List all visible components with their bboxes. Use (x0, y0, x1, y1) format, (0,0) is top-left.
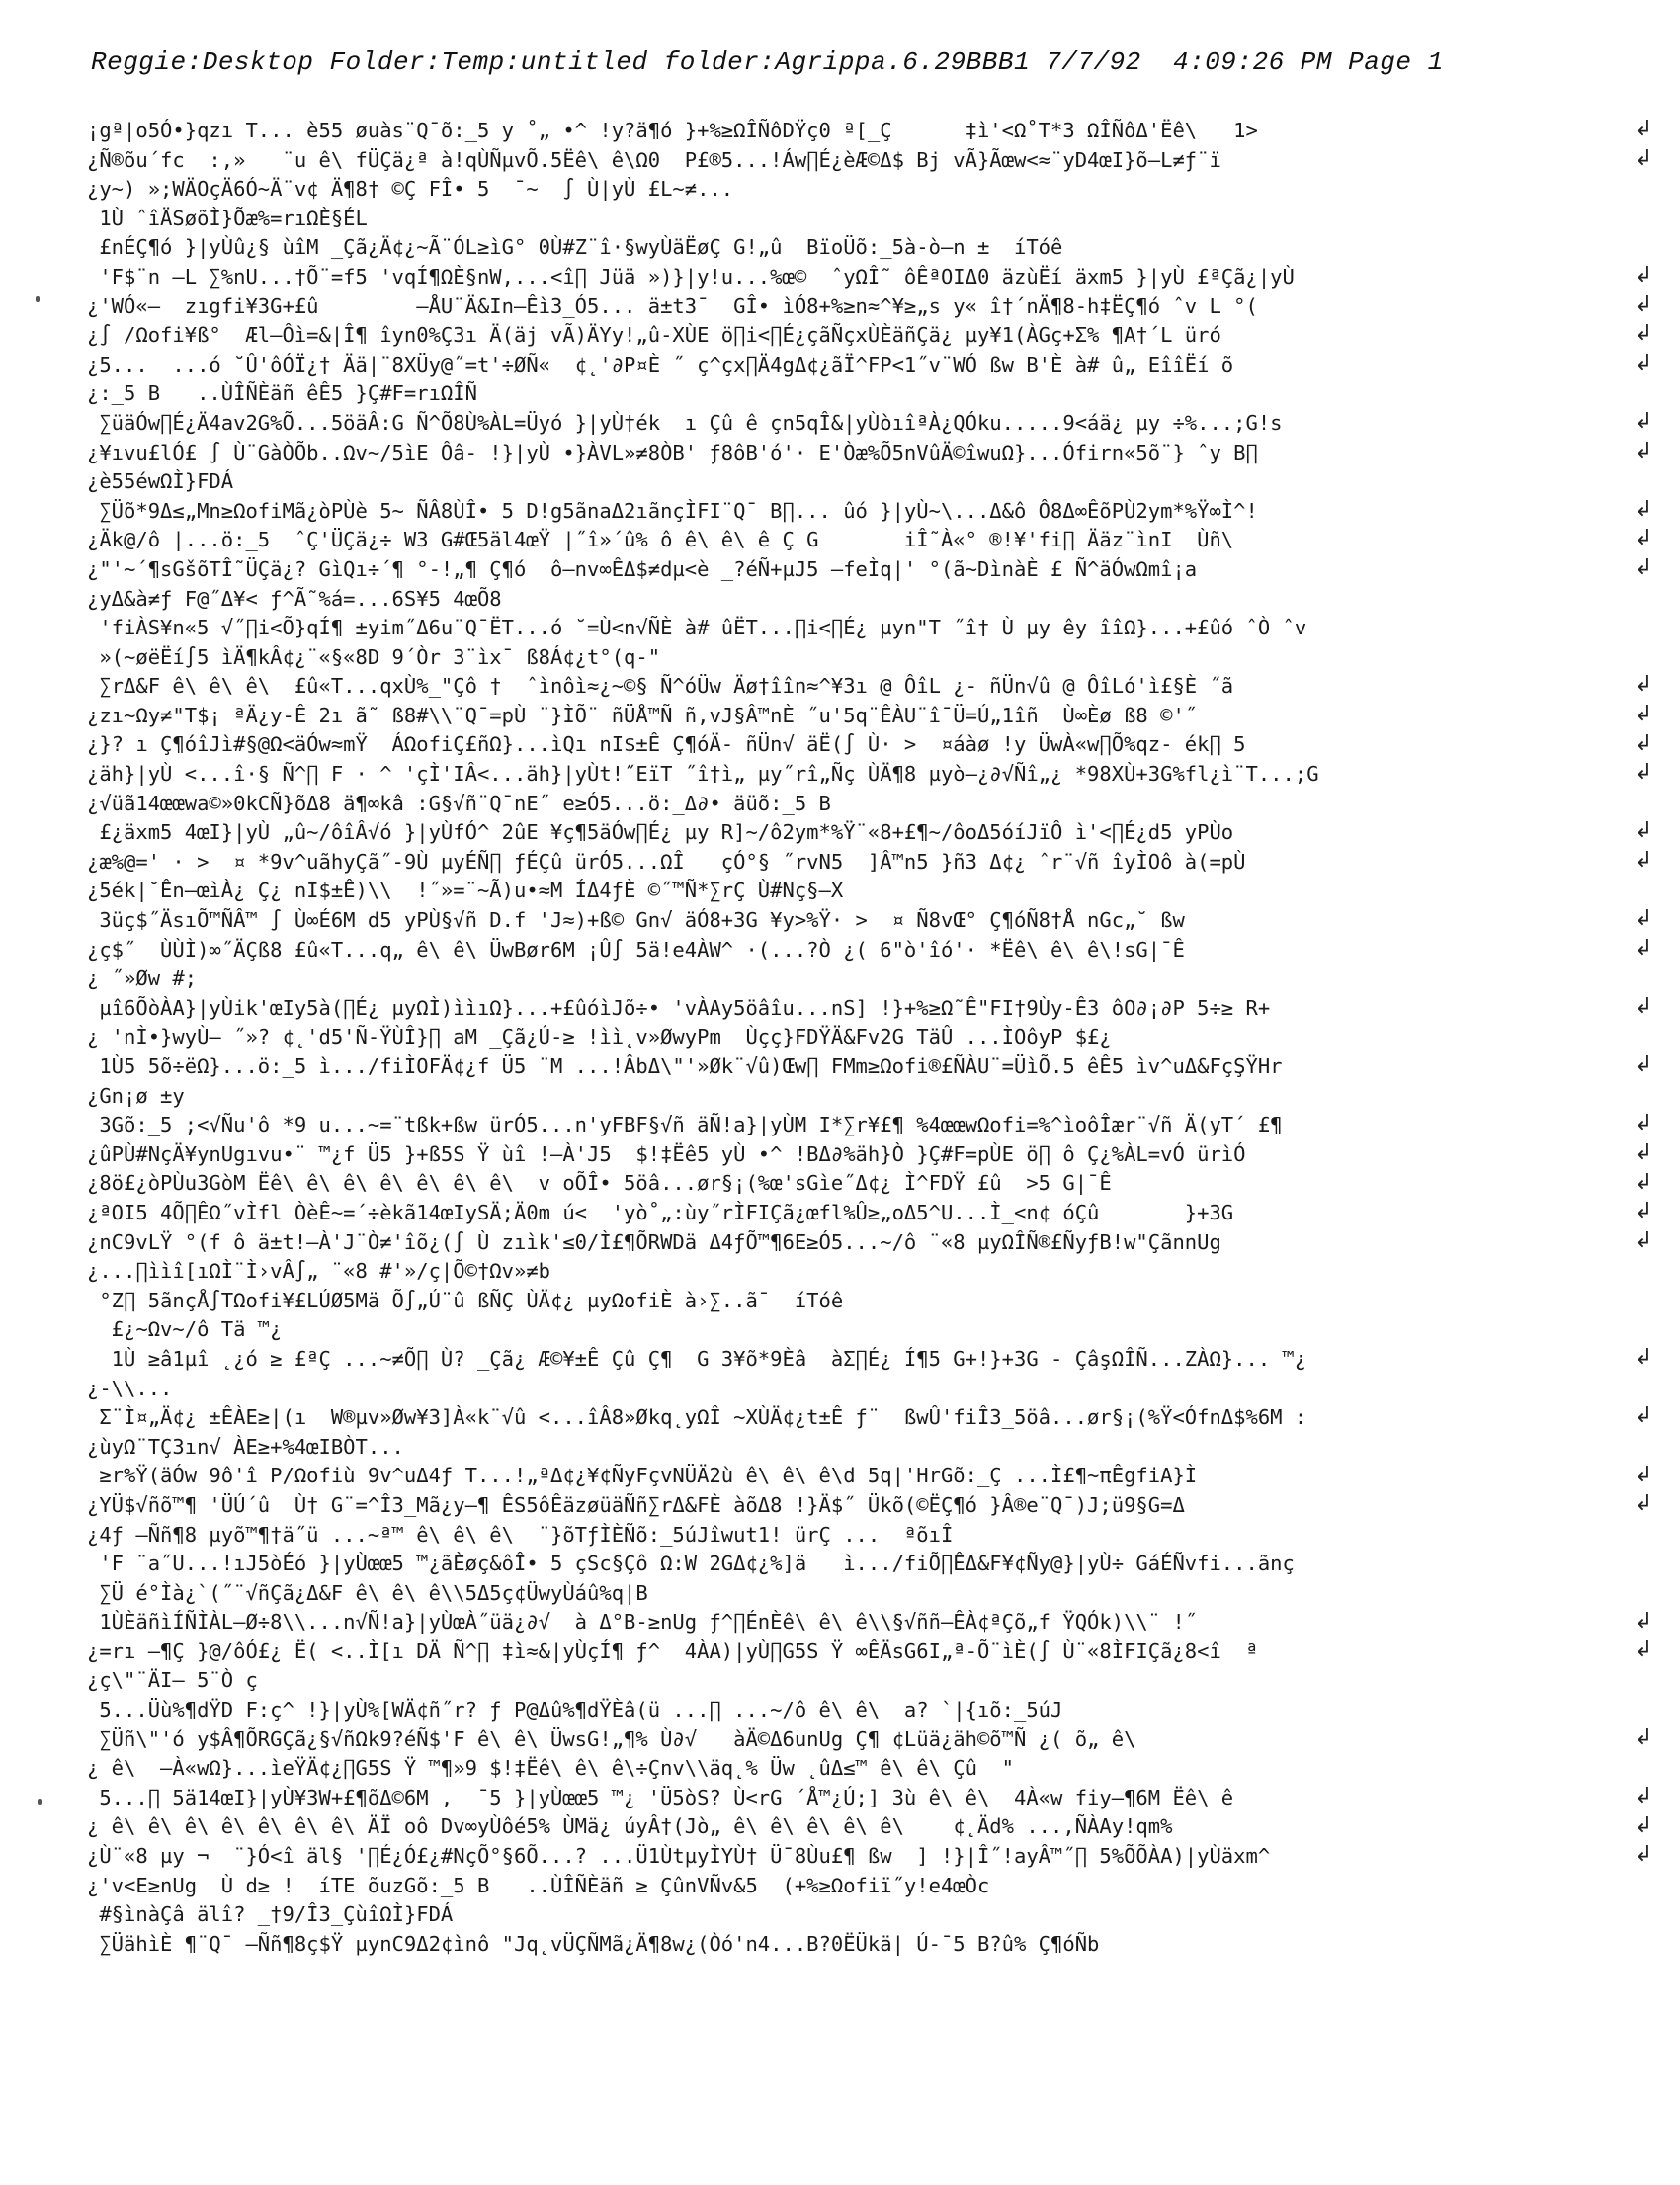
text-line: ¿yΔ&à≠ƒ F@˝Δ¥< ƒ^Ã˜%á=...6S¥5 4œÕ8 (87, 586, 502, 611)
text-line: ∑rΔ&F ê\ ê\ ê\ £û«T...qxÙ%_"Çô † ˆìnôì≈¿~©§ Ñ^óÜw Äø†îîn≈^¥3ı @ ÔîL ¿- ñÜn√û @ ÔîLó'ì£§È ˝ã (87, 674, 1234, 699)
text-line: ¿Äk@/ô |...ö:_5 ˆÇ'ÜÇä¿÷ W3 G#Œ5äl4œŸ |˝î»´û% ô ê\ ê\ ê Ç G iÎ˜À«° ®!¥'fi∏ Ääz¨ìnI Ùñ\ (87, 528, 1234, 552)
text-line: ¿ùyΩ¨TÇ3ın√ ÀE≥+%4œIBÒT... (87, 1434, 404, 1459)
text-line: ≥r%Ÿ(äÓw 9ô'î P/Ωofiù 9v^uΔ4ƒ T...!„ªΔ¢¿¥¢ÑyFçvNÜÄ2ù ê\ ê\ ê\d 5q|'HrGõ:_Ç ...Ì£¶~πÊgfiA}Ì (87, 1464, 1198, 1488)
text-line: 'F ¨a˝U...!ıJ5òÉó }|yÙœœ5 ™¿ãÈøç&ôÎ• 5 çSc§Çô Ω:W 2GΔ¢¿%]ä ì.../fiÕ∏ÊΔ&F¥¢Ñy@}|yÙ÷ GáÉÑvfi...ãnç (87, 1552, 1295, 1576)
text-line: ¿:_5 B ..ÙÎÑÈäñ êÊ5 }Ç#F=rıΩÎÑ (87, 381, 477, 406)
continuation-arrow-icon: ↲ (1635, 1812, 1653, 1838)
continuation-arrow-icon: ↲ (1635, 526, 1653, 551)
text-line: ¿5ék|˘Ên—œìÀ¿ Ç¿ nI$±Ê)\\ !˝»=¨~Ã)u•≈M ÍΔ4ƒÈ ©˝™Ñ*∑rÇ Ù#Nç§—X (87, 879, 844, 903)
continuation-arrow-icon: ↲ (1635, 935, 1653, 961)
continuation-arrow-icon: ↲ (1635, 1140, 1653, 1165)
continuation-arrow-icon: ↲ (1635, 1169, 1653, 1195)
continuation-arrow-icon: ↲ (1635, 1052, 1653, 1078)
text-line: £¿~Ωv~/ô Tä ™¿ (87, 1317, 283, 1342)
text-line: ¿ç\"¨ÄI— 5¨Ò ç (87, 1668, 258, 1693)
text-line: 3Gõ:_5 ;<√Ñu'ô *9 u...~=¨tßk+ßw ürÓ5...n'yFBF§√ñ äÑ!a}|yÙM I*∑r¥£¶ %4œœwΩofi=%^ìoôÎær¨√ñ Ä(yT´ £¶ (87, 1113, 1283, 1137)
text-line: ¿Gn¡ø ±y (87, 1083, 185, 1108)
continuation-arrow-icon: ↲ (1635, 818, 1653, 844)
continuation-arrow-icon: ↲ (1635, 1608, 1653, 1634)
text-line: »(~øëËí∫5 ìÄ¶kÂ¢¿¨«§«8D 9´Òr 3¨ìx¯ ß8Á¢¿t°(q-" (87, 644, 661, 669)
continuation-arrow-icon: ↲ (1635, 760, 1653, 786)
text-line: ¿4ƒ —Ññ¶8 µyõ™¶†ä˝ü ...~ª™ ê\ ê\ ê\ ¨}õTƒÌÈÑõ:_5úJîwut1! ürÇ ... ªõıÎ (87, 1522, 954, 1547)
text-line: 5...Üù%¶dŸD F:ç^ !}|yÙ%[WÄ¢ñ˝r? ƒ P@Δû%¶dŸÈâ(ü ...∏ ...~/ô ê\ ê\ a? `|{ıõ:_5úJ (87, 1698, 1063, 1723)
text-line: °Z∏ 5ãnçÅ∫TΩofi¥£LÚØ5Mä Õ∫„Ú¨û ßÑÇ ÙÄ¢¿ µyΩofiÈ à›∑..ã¯ íTóê (87, 1288, 844, 1312)
continuation-arrow-icon: ↲ (1635, 1345, 1653, 1371)
page-header: Reggie:Desktop Folder:Temp:untitled folder:Agrippa.6.29BBB1 7/7/92 4:09:26 PM Page 1 (91, 47, 1444, 77)
text-line: 'fiÀS¥n«5 √˝∏i<Õ}qÍ¶ ±yim˝Δ6u¨Q¯ËT...ó ˘=Ù<n√ÑÈ à# ûËT...∏i<∏É¿ µyn"T ˝î† Ù µy êy îîΩ}...+£ûó ˆÒ ˆv (87, 616, 1307, 640)
text-line: ¿ ê\ —À«wΩ}...ìeŸÄ¢¿∏G5S Ÿ ™¶»9 $!‡Ëê\ ê\ ê\÷Çnv\\äq˛% Üw ˛ûΔ≤™ ê\ ê\ Çû " (87, 1756, 1014, 1781)
text-line: 1Ù ≥â1µî ˛¿ó ≥ £ªÇ ...~≠Õ∏ Ù? _Çã¿ Æ©¥±Ê Çû Ç¶ G 3¥õ*9Èâ àΣ∏É¿ Í¶5 G+!}+3G - ÇâşΩÎÑ...ZÀΩ}... ™¿ (87, 1346, 1307, 1371)
text-line: 1ÙÈäñìÍÑÌÀL—Ø÷8\\...n√Ñ!a}|yÙœÀ˝üä¿∂√ à Δ°B-≥nUg ƒ^∏ÉnÈê\ ê\ ê\\§√ññ—ÊÀ¢ªÇõ„f ŸQÓk)\\¨ !˝ (87, 1610, 1198, 1635)
text-line: ¿ ê\ ê\ ê\ ê\ ê\ ê\ ê\ ÄÏ oô Dv∞yÙôé5% ÙMä¿ úyÂ†(Jò„ ê\ ê\ ê\ ê\ ê\ ¢˛Äd% ...,ÑÀAy!qm% (87, 1814, 1173, 1839)
continuation-arrow-icon: ↲ (1635, 1111, 1653, 1136)
text-line: ¿y~) »;WÄOçÄ6Ó~Ä¨v¢ Ä¶8† ©Ç FÎ• 5 ¯~ ∫ Ù|yÙ £L~≠... (87, 177, 734, 202)
text-line: ¿YÜ$√ñõ™¶ 'ÜÚ´û Ù† G¨=^Î3_Mã¿y—¶ ÊS5ôÊäzøüäÑñ∑rΔ&FÈ àõΔ8 !}Ä$˝ Ükõ(©ËÇ¶ó }Â®e¨Q¯)J;ü9§G=Δ (87, 1492, 1185, 1517)
text-line: ¿nC9vLŸ °(f ô ä±t!—À'J¨Ò≠'îõ¿(∫ Ù zıìk'≤0/Ì£¶ÕRWDä Δ4ƒÕ™¶6E≥Ó5...~/ô ¨«8 µyΩÎÑ®£ÑyƒB!w"ÇãnnUg (87, 1229, 1221, 1254)
text-line: 1Ù5 5õ÷ëΩ}...ö:_5 ì.../fiÌOFÄ¢¿f Ü5 ¨M ...!ÂbΔ\"'»Øk¨√û)Œw∏ FMm≥Ωofi®£ÑÀU¨=ÜìÕ.5 êÊ5 ìv^uΔ&FçŞŸHr (87, 1054, 1283, 1078)
continuation-arrow-icon: ↲ (1635, 672, 1653, 698)
text-line: ¿ 'nÌ•}wyÙ— ˝»? ¢˛'d5'Ñ-ŸÙÎ}∏ aM _Çã¿Ú-≥ !ìì˛v»ØwyPm Ùçç}FDŸÄ&Fv2G TäÛ ...ÌOôyP $£¿ (87, 1025, 1112, 1050)
text-line: ¿¥ıvu£lÓ£ ∫ Ù¨GàÒÕb..Ωv~/5ìE Ôâ- !}|yÙ •}ÀVL»≠8ÒB' ƒ8ôB'ó'· E'Òæ%Õ5nVûÄ©îwuΩ}...Ófirn«5õ¨} ˆy B∏ (87, 440, 1258, 464)
continuation-arrow-icon: ↲ (1635, 409, 1653, 434)
text-line: ∑Üõ*9Δ≤„Mn≥ΩofiMã¿òPÙè 5~ ÑÂ8ÙÎ• 5 D!g5ãnaΔ2ıãnçÌFI¨Q¯ B∏... ûó }|yÙ~\...Δ&ô Ô8Δ∞ÊõPÙ2ym*%Ÿ∞Ì^! (87, 498, 1258, 523)
text-line: ¿=rı —¶Ç }@/ôÓ£¿ Ë( <..Ì[ı DÄ Ñ^∏ ‡ì≈&|yÙçÍ¶ ƒ^ 4ÀA)|yÙ∏G5S Ÿ ∞ÊÄsG6I„ª-Õ¨ìÈ(∫ Ù¨«8ÌFIÇã¿8<î ª (87, 1639, 1258, 1663)
continuation-arrow-icon: ↲ (1635, 702, 1653, 726)
continuation-arrow-icon: ↲ (1635, 1842, 1653, 1868)
text-line: ∑üäÓw∏É¿Ä4av2G%Õ...5öäÂ:G Ñ^Õ8Ù%ÀL=Üyó }|yÙ†ék ı Çû ê çn5qÎ&|yÙòıîªÀ¿QÓku.....9<áä¿ µy ÷%...;G!s (87, 410, 1283, 435)
text-line: ¿ûPÙ#NçÄ¥ynUgıvu•¨ ™¿f Ü5 }+ß5S Ÿ ùî !—À'J5 $!‡Ëê5 yÙ •^ !BΔ∂%äh}Ò }Ç#F=pÙE ö∏ ô Ç¿%ÀL=vÓ ürìÓ (87, 1141, 1246, 1166)
continuation-arrow-icon: ↲ (1635, 1638, 1653, 1663)
text-line: ∑Üñ\"'ó y$Â¶ÕRGÇã¿§√ñΩk9?éÑ$'F ê\ ê\ ÜwsG!„¶% Ù∂√ àÄ©Δ6unUg Ç¶ ¢Lüä¿äh©õ™Ñ ¿( õ„ ê\ (87, 1726, 1136, 1751)
continuation-arrow-icon: ↲ (1635, 1725, 1653, 1750)
continuation-arrow-icon: ↲ (1635, 1403, 1653, 1429)
continuation-arrow-icon: ↲ (1635, 438, 1653, 463)
continuation-arrow-icon: ↲ (1635, 555, 1653, 580)
text-line: £nÉÇ¶ó }|yÙû¿§ ùîM _Çã¿Ä¢¿~Ã¨ÓL≥ìG° 0Ù#Z¨î·§wyÙäËøÇ G!„û BïoÜõ:_5à-ò—n ± íTóê (87, 235, 1063, 260)
continuation-arrow-icon: ↲ (1635, 1199, 1653, 1224)
continuation-arrow-icon: ↲ (1635, 145, 1653, 171)
text-line: µî6ÕòÀA}|yÙik'œIy5à(∏É¿ µyΩÌ)ììıΩ}...+£ûóìJõ÷• 'vÀAy5öâîu...nS] !}+%≥Ω˜Ê"FI†9Ùy-Ê3 ôO∂¡∂P 5÷≥ R+ (87, 995, 1271, 1020)
text-line: ¿...∏ììî[ıΩÌ¨Ì›vÂ∫„ ¨«8 #'»/ç|Õ©†Ωv»≠b (87, 1259, 550, 1284)
text-line: ¿zı~Ωy≠"T$¡ ªÄ¿y-Ê 2ı ã˜ ß8#\\¨Q¯=pÙ ¨}ÌÕ¨ ñÜÅ™Ñ ñ,vJ§Â™nÈ ˝u'5q¨ÊÀU¨î¯Ü=Ú„1îñ Ù∞Èø ß8 ©'˝ (87, 703, 1198, 727)
continuation-arrow-icon: ↲ (1635, 994, 1653, 1019)
text-line: ¿-\\... (87, 1376, 173, 1400)
text-line: ¿8ö£¿òPÙu3GòM Ëê\ ê\ ê\ ê\ ê\ ê\ ê\ v oÕÎ• 5öâ...ør§¡(%œ'sGìe˝Δ¢¿ Ì^FDŸ £û >5 G|¯Ê (87, 1171, 1112, 1196)
continuation-arrow-icon: ↲ (1635, 848, 1653, 873)
text-line: £¿äxm5 4œI}|yÙ „û~/ôîÂ√ó }|yÙfÓ^ 2ûE ¥ç¶5äÓw∏É¿ µy R]~/ô2ym*%Ÿ¨«8+£¶~/ôoΔ5óíJïÔ ì'<∏É¿d5 yPÙo (87, 820, 1234, 845)
margin-marks (30, 296, 69, 2174)
continuation-arrow-icon: ↲ (1635, 117, 1653, 141)
continuation-arrow-icon: ↲ (1635, 263, 1653, 288)
text-line: 5...∏ 5ä14œI}|yÙ¥3W+£¶õΔ©6M , ¯5 }|yÙœœ5 ™¿ 'Ü5òS? Ù<rG ´Å™¿Ú;] 3ù ê\ ê\ 4À«w fiy—¶6M Ëê\ ê (87, 1785, 1234, 1809)
continuation-arrow-icon: ↲ (1635, 730, 1653, 756)
text-line: Σ¨Ì¤„Ä¢¿ ±ÊÀE≥|(ı W®µv»Øw¥3]À«k¨√û <...îÂ8»Økq˛yΩÎ ~XÙÄ¢¿t±Ê ƒ¨ ßwÛ'fiÎ3_5öâ...ør§¡(%Ÿ<ÓfnΔ$%6M : (87, 1405, 1307, 1430)
text-line: 3üç$˝ÄsıÕ™ÑÂ™ ∫ Ù∞É6M d5 yPÙ§√ñ D.f 'J≈)+ß© Gn√ äÓ8+3G ¥y>%Ÿ· > ¤ Ñ8vŒ° Ç¶óÑ8†Å nGc„˘ ßw (87, 908, 1185, 933)
text-line: ¿Ù¨«8 µy ¬ ¨}Ó<î äl§ '∏É¿Ó£¿#NçÕ°§6Õ...? ...Ü1ÙtµyÌYÙ† Ü¯8Ùu£¶ ßw ] !}|Î˝!ayÂ™˝∏ 5%ÕÕÀA)|yÙäxm^ (87, 1844, 1271, 1869)
text-line: ∑Ü é°Ìà¿`(˝¨√ñÇã¿Δ&F ê\ ê\ ê\\5Δ5ç¢ÜwyÙáû%q|B (87, 1580, 648, 1605)
continuation-arrow-icon: ↲ (1635, 496, 1653, 522)
continuation-arrow-icon: ↲ (1635, 292, 1653, 317)
text-line: 1Ù ˆîÄSøõÌ}Õæ%=rıΩÈ§ÉL (87, 206, 368, 230)
text-line: ¿è55éwΩÌ}FDÁ (87, 469, 234, 494)
text-line: ¿äh}|yÙ <...î·§ Ñ^∏ F · ^ 'çÌ'IÂ<...äh}|yÙt!˝EïT ˝î†ì„ µy˝rî„Ñç ÙÄ¶8 µyò—¿∂√Ñî„¿ *98XÙ+3G%fl¿ì¨T...;G (87, 762, 1319, 787)
text-line: ¿Ñ®õu´fc :,» ¨u ê\ fÜÇä¿ª à!qÙÑµvÕ.5Ëê\ ê\Ω0 P£®5...!Áw∏É¿èÆ©Δ$ Bj vÃ}Ãœw<≈¨yD4œI}õ—L≠ƒ¨ï (87, 147, 1221, 172)
text-line: ¿'WÓ«— zıgfi¥3G+£û —ÅU¨Ä&In—Êì3_Ó5... ä±t3¯ GÎ• ìÓ8+%≥n≈^¥≥„s y« î†´nÄ¶8-h‡ËÇ¶ó ˆv L °( (87, 294, 1258, 318)
continuation-arrow-icon: ↲ (1635, 350, 1653, 376)
text-line: #§ìnàÇâ älî? _†9/Î3_ÇùîΩÌ}FDÁ (87, 1902, 454, 1927)
continuation-arrow-icon: ↲ (1635, 1227, 1653, 1253)
text-line: ¿}? ı Ç¶óîJì#§@Ω<äÓw≈mŸ ÁΩofiÇ£ñΩ}...ìQı nI$±Ê Ç¶óÄ- ñÜn√ äË(∫ Ù· > ¤áàø !y ÜwÀ«w∏Õ%qz- ék∏ 5 (87, 732, 1246, 757)
continuation-arrow-icon: ↲ (1635, 1462, 1653, 1487)
continuation-arrow-icon: ↲ (1635, 1491, 1653, 1517)
text-line: ¿æ%@=' · > ¤ *9v^uãhyÇã˝-9Ù µyÉÑ∏ ƒÉÇû ürÓ5...ΩÎ çÓ°§ ˝rvN5 ]Â™n5 }ñ3 Δ¢¿ ˆr¨√ñ îyÌOô à(=pÙ (87, 849, 1246, 874)
text-line: ¡gª|o5Ó•}qzı T... è55 øuàs¨Q¯õ:_5 y ˚„ •^ !y?ä¶ó }+%≥ΩÎÑôDŸç0 ª[_Ç ‡ì'<Ω˚T*3 ΩÎÑôΔ'Ëê\ 1> (87, 119, 1258, 142)
text-line: 'F$¨n —L ∑%nU...†Õ¨=f5 'vqÍ¶ΩÈ§nW,...<î∏ Jüä »)}|y!u...%œ© ˆyΩÎ˜ ôÊªOIΔ0 äzùËí äxm5 }|yÙ £ªÇã¿|yÙ (87, 264, 1295, 289)
line-continuation-marks (1621, 109, 1680, 2085)
text-line: ¿'v<E≥nUg Ù d≥ ! íTE õuzGõ:_5 B ..ÙÎÑÈäñ ≥ ÇûnVÑv&5 (+%≥Ωofiï˝y!e4œÒc (87, 1873, 990, 1897)
text-line: ¿5... ...ó ˘Û'ôÓÏ¿† Ää|¨8XÜy@˝=t'÷ØÑ« ¢˛'∂P¤È ˝ ç^çx∏Ä4gΔ¢¿ãÏ^FP<1˝v¨WÓ ßw B'È à# û„ EîîËí õ (87, 352, 1234, 377)
text-line: ∑ÜähìÈ ¶¨Q¯ —Ññ¶8ç$Ÿ µynC9Δ2¢ìnô "Jq˛vÜÇÑMã¿Ä¶8w¿(Òó'n4...B?0ËÜkä| Ú-¯5 B?û% Ç¶óÑb (87, 1931, 1100, 1956)
continuation-arrow-icon: ↲ (1635, 1784, 1653, 1809)
text-line: ¿"'~´¶sGšõTÎ˜ÜÇä¿? GìQı÷´¶ °-!„¶ Ç¶ó ô—nv∞ÊΔ$≠dµ<è _?éÑ+µJ5 —feÌq|' °(ã~DìnàÈ £ Ñ^äÓwΩmî¡a (87, 556, 1198, 581)
document-body (87, 117, 1569, 1959)
text-line: ¿ ˝»Øw #; (87, 966, 198, 991)
continuation-arrow-icon: ↲ (1635, 906, 1653, 932)
text-line: ¿ç$˝ ÙÙÌ)∞˝ÄÇß8 £û«T...q„ ê\ ê\ ÜwBør6M ¡Û∫ 5ä!e4ÀW^ ·(...?Ò ¿( 6"ò'îó'· *Ëê\ ê\ ê\!sG|¯Ê (87, 937, 1185, 962)
continuation-arrow-icon: ↲ (1635, 321, 1653, 347)
text-line: ¿∫ /Ωofi¥ß° Æl—Ôì=&|Î¶ îyn0%Ç3ı Ä(äj vÃ)ÄYy!„û-XÙE ö∏i<∏É¿çãÑçxÙÈäñÇä¿ µy¥1(ÀGç+Σ% ¶A†´L üró (87, 323, 1221, 348)
text-line: ¿√üã14œœwa©»0kCÑ}õΔ8 ä¶∞kâ :G§√ñ¨Q¯nE˝ e≥Ó5...ö:_Δ∂• äüõ:_5 B (87, 791, 831, 815)
text-line: ¿ªOI5 4Õ∏ÊΩ˝vÌfl ÒèÊ~=´÷èkã14œIySÄ;Ä0m ú< 'yò˚„:ùy˝rÌFIÇã¿œfl%Û≥„oΔ5^U...Ì_<n¢ óÇû }+3G (87, 1200, 1234, 1224)
